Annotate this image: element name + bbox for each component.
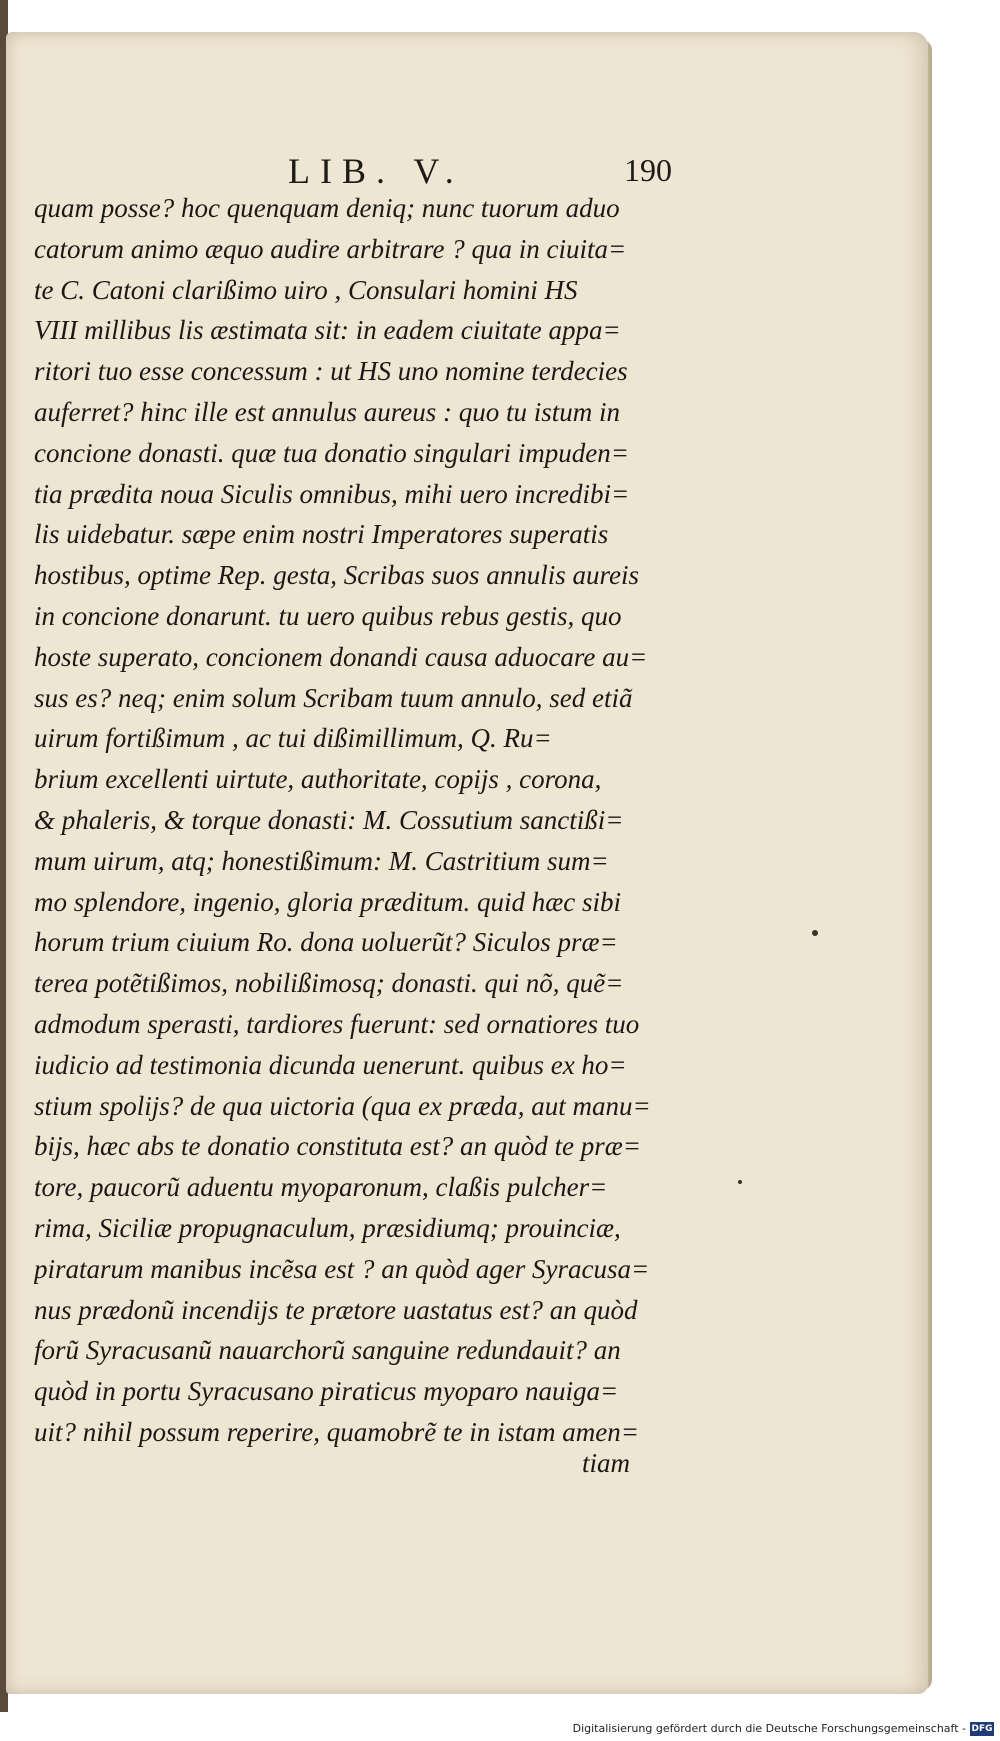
text-line: quam posse? hoc quenquam deniq; nunc tuorum aduo <box>34 193 620 223</box>
text-line: rima, Siciliæ propugnaculum, præsidiumq; prouinciæ, <box>34 1212 621 1243</box>
running-head: LIB. V. <box>288 151 464 191</box>
text-line: piratarum manibus incẽsa est ? an quòd ager Syracusa= <box>34 1253 650 1284</box>
text-line: te C. Catoni clarißimo uiro , Consulari homini HS <box>34 274 578 305</box>
ink-speck <box>812 930 818 936</box>
text-line: forũ Syracusanũ nauarchorũ sanguine redundauit? an <box>34 1335 621 1366</box>
text-line: hostibus, optime Rep. gesta, Scribas suos annulis aureis <box>34 560 639 591</box>
text-line: concione donasti. quæ tua donatio singulari impuden= <box>34 437 629 468</box>
text-line: mo splendore, ingenio, gloria præditum. quid hæc sibi <box>34 886 621 917</box>
text-line: ritori tuo esse concessum : ut HS uno nomine terdecies <box>34 356 628 387</box>
text-block <box>34 188 694 1453</box>
text-line: quòd in portu Syracusano piraticus myoparo nauiga= <box>34 1376 619 1407</box>
text-line: hoste superato, concionem donandi causa aduocare au= <box>34 641 648 672</box>
text-line: nus prædonũ incendijs te prætore uastatus est? an quòd <box>34 1294 638 1325</box>
page-header <box>280 150 680 190</box>
text-line: brium excellenti uirtute, authoritate, copijs , corona, <box>34 764 602 795</box>
text-line: tore, paucorũ aduentu myoparonum, claßis pulcher= <box>34 1172 608 1203</box>
text-line: terea potẽtißimos, nobilißimosq; donasti. qui nõ, quẽ= <box>34 968 624 999</box>
text-line: auferret? hinc ille est annulus aureus : quo tu istum in <box>34 396 620 427</box>
text-line: catorum animo æquo audire arbitrare ? qua in ciuita= <box>34 233 627 264</box>
text-line: VIII millibus lis æstimata sit: in eadem ciuitate appa= <box>34 315 621 346</box>
ink-speck <box>738 1180 742 1184</box>
digitization-credit: Digitalisierung gefördert durch die Deutsche Forschungsgemeinschaft - <box>572 1722 966 1735</box>
text-line: admodum sperasti, tardiores fuerunt: sed ornatiores tuo <box>34 1008 640 1039</box>
text-line: sus es? neq; enim solum Scribam tuum annulo, sed etiã <box>34 682 633 713</box>
text-line: mum uirum, atq; honestißimum: M. Castritium sum= <box>34 845 609 876</box>
text-line: in concione donarunt. tu uero quibus rebus gestis, quo <box>34 600 622 631</box>
text-line: horum trium ciuium Ro. dona uoluerũt? Siculos præ= <box>34 927 618 958</box>
text-line: & phaleris, & torque donasti: M. Cossutium sanctißi= <box>34 804 624 835</box>
text-line: iudicio ad testimonia dicunda uenerunt. quibus ex ho= <box>34 1049 627 1080</box>
dfg-logo: DFG <box>971 1724 993 1734</box>
text-line: bijs, hæc abs te donatio constituta est? an quòd te præ= <box>34 1131 641 1162</box>
catchword: tiam <box>582 1448 631 1478</box>
text-line: stium spolijs? de qua uictoria (qua ex præda, aut manu= <box>34 1090 651 1121</box>
text-line: uirum fortißimum , ac tui dißimillimum, Q. Ru= <box>34 723 552 754</box>
page-number: 190 <box>624 152 672 188</box>
text-line: uit? nihil possum reperire, quamobrẽ te in istam amen= <box>34 1416 639 1447</box>
text-line: lis uidebatur. sæpe enim nostri Imperatores superatis <box>34 519 609 550</box>
text-line: tia prædita noua Siculis omnibus, mihi uero incredibi= <box>34 478 630 509</box>
